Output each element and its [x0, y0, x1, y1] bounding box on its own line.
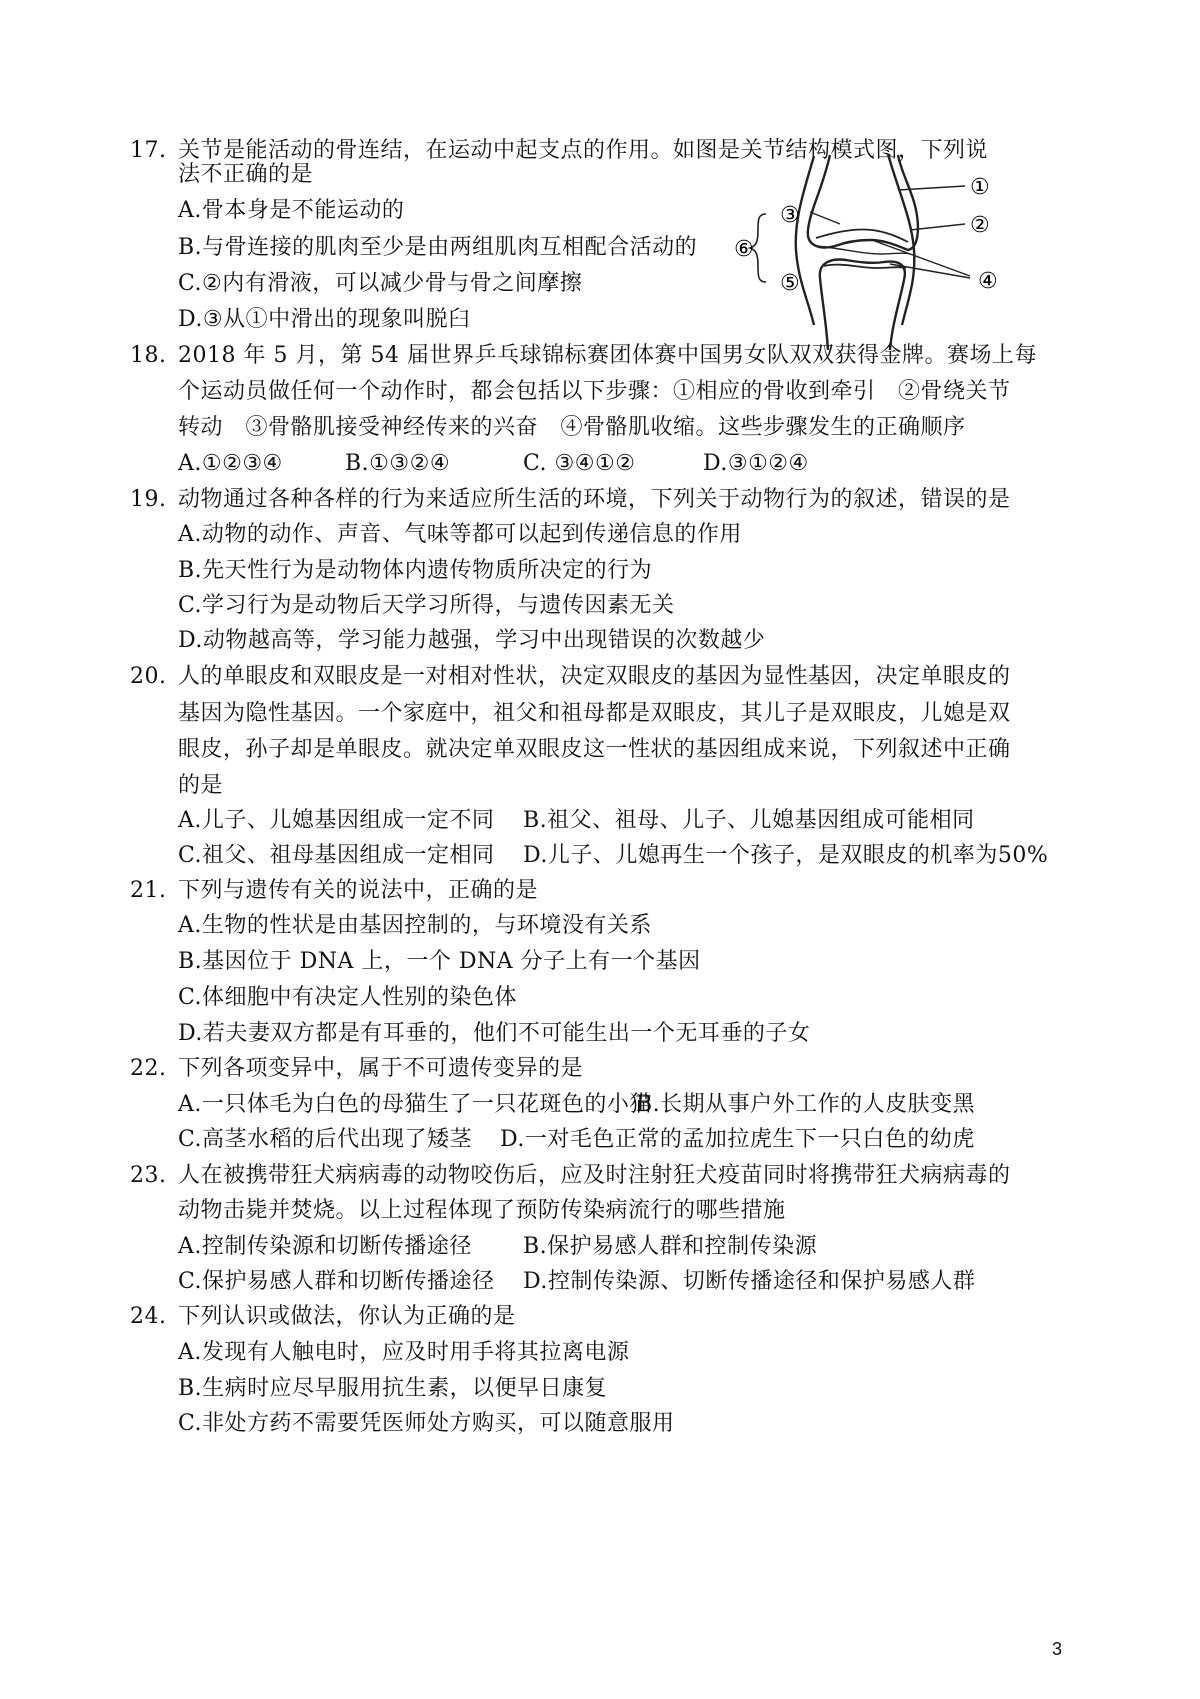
page-number: 3	[1051, 1639, 1062, 1659]
q24-option-c: C.非处方药不需要凭医师处方购买，可以随意服用	[178, 1411, 675, 1436]
joint-capsule-left	[796, 156, 814, 325]
q21-number: 21.	[130, 878, 167, 903]
q24-stem-line-1	[130, 1302, 516, 1332]
q20-stem-2: 基因为隐性基因。一个家庭中，祖父和祖母都是双眼皮，其儿子是双眼皮，儿媳是双	[178, 701, 1011, 726]
q17-stem-2: 法不正确的是	[178, 162, 314, 187]
q17-number: 17.	[130, 138, 167, 163]
q22-option-d: D.一对毛色正常的孟加拉虎生下一只白色的幼虎	[500, 1127, 975, 1152]
q23-option-c: C.保护易感人群和切断传播途径	[178, 1269, 495, 1294]
q22-option-c: C.高茎水稻的后代出现了矮茎	[178, 1127, 473, 1152]
joint-structure-diagram	[734, 150, 1110, 360]
q17-option-c: C.②内有滑液，可以减少骨与骨之间摩擦	[178, 271, 583, 296]
q19-option-d: D.动物越高等，学习能力越强，学习中出现错误的次数越少	[178, 628, 766, 653]
q24-option-a: A.发现有人触电时，应及时用手将其拉离电源	[178, 1340, 630, 1365]
joint-cavity-line	[816, 246, 910, 254]
q17-option-b: B.与骨连接的肌肉至少是由两组肌肉互相配合活动的	[178, 235, 698, 260]
q23-number: 23.	[130, 1163, 167, 1188]
q18-option-d: D.③①②④	[703, 451, 809, 476]
label-5: ⑤	[780, 271, 800, 296]
q21-option-d: D.若夫妻双方都是有耳垂的，他们不可能生出一个无耳垂的子女	[178, 1021, 811, 1046]
q21-stem-1: 下列与遗传有关的说法中，正确的是	[178, 878, 539, 903]
q20-stem-line-1	[130, 662, 1011, 692]
q18-stem-2: 个运动员做任何一个动作时，都会包括以下步骤：①相应的骨收到牵引 ②骨绕关节	[178, 379, 1011, 404]
label-6: ⑥	[734, 237, 754, 262]
q23-option-a: A.控制传染源和切断传播途径	[178, 1234, 472, 1259]
q21-option-a: A.生物的性状是由基因控制的，与环境没有关系	[178, 913, 652, 938]
q21-stem-line-1	[130, 876, 538, 906]
q24-option-b: B.生病时应尽早服用抗生素，以便早日康复	[178, 1376, 608, 1401]
q20-stem-1: 人的单眼皮和双眼皮是一对相对性状，决定双眼皮的基因为显性基因，决定单眼皮的	[178, 664, 1011, 689]
q23-stem-2: 动物击毙并焚烧。以上过程体现了预防传染病流行的哪些措施	[178, 1198, 786, 1223]
q22-option-b: B.长期从事户外工作的人皮肤变黑	[636, 1092, 976, 1117]
q18-option-a: A.①②③④	[178, 451, 283, 476]
label-4: ④	[978, 269, 998, 294]
q21-option-c: C.体细胞中有决定人性别的染色体	[178, 985, 518, 1010]
q20-stem-3: 眼皮，孙子却是单眼皮。就决定单双眼皮这一性状的基因组成来说，下列叙述中正确	[178, 737, 1011, 762]
q18-option-c: C. ③④①②	[523, 451, 636, 476]
label-2: ②	[970, 213, 990, 238]
q24-number: 24.	[130, 1304, 167, 1329]
q19-stem-line-1	[130, 485, 1011, 515]
q19-stem-1: 动物通过各种各样的行为来适应所生活的环境，下列关于动物行为的叙述，错误的是	[178, 487, 1011, 512]
q20-option-a: A.儿子、儿媳基因组成一定不同	[178, 808, 495, 833]
q24-stem-1: 下列认识或做法，你认为正确的是	[178, 1304, 516, 1329]
q19-number: 19.	[130, 487, 167, 512]
q20-option-d: D.儿子、儿媳再生一个孩子，是双眼皮的机率为50%	[523, 843, 1049, 868]
q23-stem-1: 人在被携带狂犬病病毒的动物咬伤后，应及时注射狂犬疫苗同时将携带狂犬病病毒的	[178, 1163, 1011, 1188]
q20-option-b: B.祖父、祖母、儿子、儿媳基因组成可能相同	[523, 808, 975, 833]
q17-stem-1: 关节是能活动的骨连结，在运动中起支点的作用。如图是关节结构模式图，下列说	[178, 138, 989, 163]
q23-option-d: D.控制传染源、切断传播途径和保护易感人群	[523, 1269, 976, 1294]
q22-stem-line-1	[130, 1054, 583, 1084]
q18-stem-3: 转动 ③骨骼肌接受神经传来的兴奋 ④骨骼肌收缩。这些步骤发生的正确顺序	[178, 415, 966, 440]
q17-option-a: A.骨本身是不能运动的	[178, 198, 405, 223]
label-1: ①	[970, 175, 990, 200]
q23-stem-line-1	[130, 1161, 1011, 1191]
lower-bone-outline	[820, 260, 905, 350]
q18-stem-1: 2018 年 5 月，第 54 届世界乒乓球锦标赛团体赛中国男女队双双获得金牌。赛场上每	[178, 343, 1037, 368]
q20-option-c: C.祖父、祖母基因组成一定相同	[178, 843, 495, 868]
q22-option-a: A.一只体毛为白色的母猫生了一只花斑色的小猫	[178, 1092, 652, 1117]
q19-option-c: C.学习行为是动物后天学习所得，与遗传因素无关	[178, 593, 675, 618]
leader-4a	[872, 240, 970, 276]
q21-option-b: B.基因位于 DNA 上，一个 DNA 分子上有一个基因	[178, 949, 701, 974]
q19-option-a: A.动物的动作、声音、气味等都可以起到传递信息的作用	[178, 522, 742, 547]
q18-stem-line-1	[130, 341, 1037, 371]
label-3: ③	[780, 203, 800, 228]
q18-number: 18.	[130, 343, 167, 368]
q20-number: 20.	[130, 664, 167, 689]
leader-3	[810, 212, 840, 224]
q23-option-b: B.保护易感人群和控制传染源	[523, 1234, 818, 1259]
q22-number: 22.	[130, 1056, 167, 1081]
q19-option-b: B.先天性行为是动物体内遗传物质所决定的行为	[178, 558, 653, 583]
q22-stem-1: 下列各项变异中，属于不可遗传变异的是	[178, 1056, 584, 1081]
q20-stem-4: 的是	[178, 773, 224, 798]
q18-option-b: B.①③②④	[345, 451, 451, 476]
q17-option-d: D.③从①中滑出的现象叫脱臼	[178, 307, 471, 332]
